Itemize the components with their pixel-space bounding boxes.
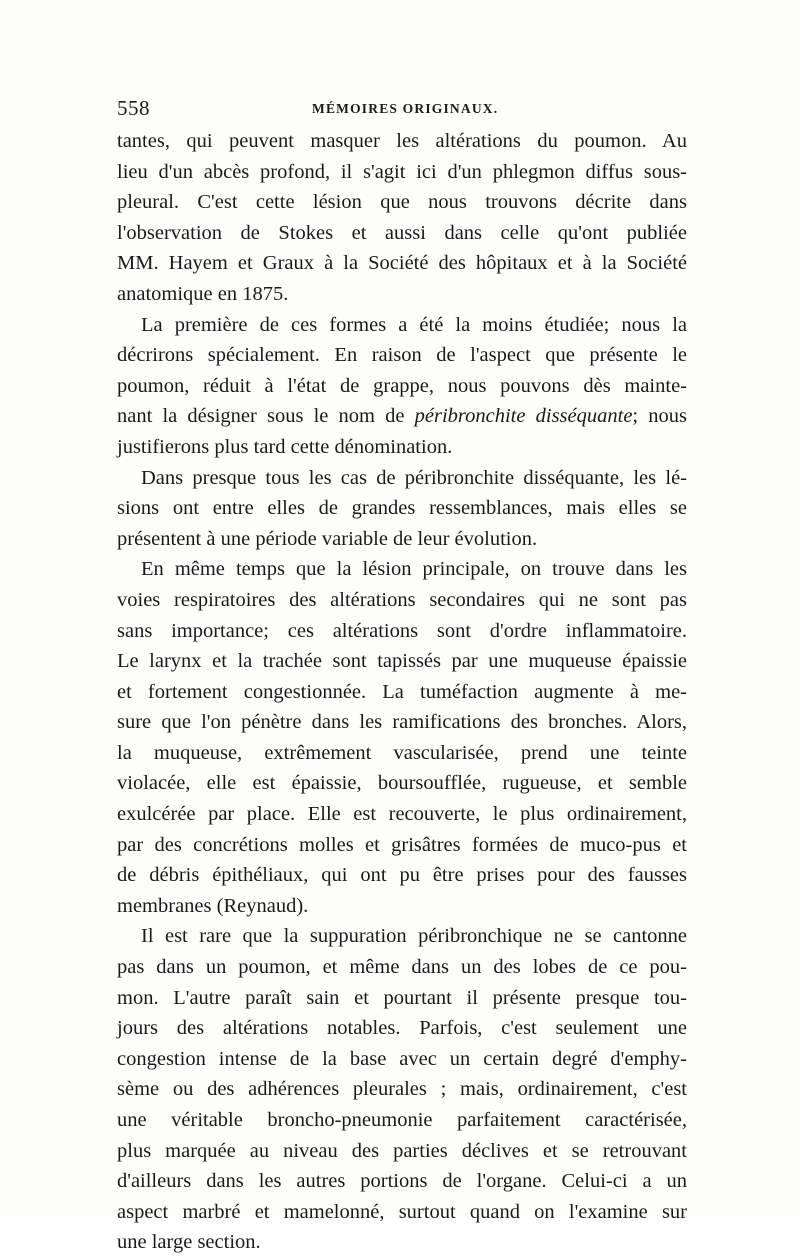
- text-segment: nant la désigner sous le nom de: [117, 405, 415, 428]
- text-line: présentent à une période variable de leur évolution.: [117, 527, 538, 550]
- text-line: sans importance; ces altérations sont d'ordre inflammatoire.: [117, 619, 687, 642]
- text-line: voies respiratoires des altérations secondaires qui ne sont pas: [117, 588, 687, 611]
- text-line: sions ont entre elles de grandes ressemblances, mais elles se: [117, 497, 687, 520]
- page-number: 558: [117, 96, 150, 120]
- text-line: poumon, réduit à l'état de grappe, nous pouvons dès mainte-: [117, 374, 687, 397]
- text-line: La première de ces formes a été la moins étudiée; nous la: [141, 313, 687, 336]
- text-line: Il est rare que la suppuration péribronchique ne se cantonne: [141, 925, 687, 948]
- body-text: [117, 126, 687, 1258]
- text-line: plus marquée au niveau des parties déclives et se retrouvant: [117, 1139, 687, 1162]
- text-line: anatomique en 1875.: [117, 282, 289, 305]
- text-line: justifierons plus tard cette dénomination.: [117, 435, 453, 458]
- page-header: [117, 96, 687, 122]
- text-line: et fortement congestionnée. La tuméfaction augmente à me-: [117, 680, 687, 703]
- text-line: la muqueuse, extrêmement vascularisée, prend une teinte: [117, 741, 687, 764]
- text-line: par des concrétions molles et grisâtres formées de muco-pus et: [117, 833, 687, 856]
- text-line: tantes, qui peuvent masquer les altérations du poumon. Au: [117, 130, 687, 152]
- text-line: Le larynx et la trachée sont tapissés par une muqueuse épaissie: [117, 650, 687, 673]
- text-line: [117, 401, 687, 432]
- text-line: jours des altérations notables. Parfois, c'est seulement une: [117, 1017, 687, 1040]
- text-line: En même temps que la lésion principale, on trouve dans les: [141, 558, 687, 581]
- text-line: sure que l'on pénètre dans les ramifications des bronches. Alors,: [117, 711, 687, 734]
- text-line: violacée, elle est épaissie, boursoufflée, rugueuse, et semble: [117, 772, 687, 795]
- text-segment: ; nous: [632, 405, 687, 428]
- text-line: aspect marbré et mamelonné, surtout quand on l'examine sur: [117, 1200, 687, 1223]
- text-line: pleural. C'est cette lésion que nous trouvons décrite dans: [117, 191, 687, 214]
- text-line: d'ailleurs dans les autres portions de l'organe. Celui-ci a un: [117, 1170, 687, 1193]
- text-line: de débris épithéliaux, qui ont pu être prises pour des fausses: [117, 864, 687, 887]
- text-line: une véritable broncho-pneumonie parfaitement caractérisée,: [117, 1109, 687, 1131]
- text-line: membranes (Reynaud).: [117, 894, 309, 917]
- text-line: Dans presque tous les cas de péribronchite disséquante, les lé-: [141, 466, 687, 489]
- text-line: pas dans un poumon, et même dans un des lobes de ce pou-: [117, 956, 687, 979]
- text-line: MM. Hayem et Graux à la Société des hôpitaux et à la Société: [117, 252, 687, 275]
- text-line: congestion intense de la base avec un certain degré d'emphy-: [117, 1047, 687, 1070]
- text-line: mon. L'autre paraît sain et pourtant il présente presque tou-: [117, 986, 687, 1009]
- italic-term: péribronchite disséquante: [414, 405, 633, 428]
- running-title: MÉMOIRES ORIGINAUX.: [312, 101, 499, 116]
- text-line: lieu d'un abcès profond, il s'agit ici d'un phlegmon diffus sous-: [117, 160, 687, 183]
- text-line: l'observation de Stokes et aussi dans celle qu'ont publiée: [117, 221, 687, 244]
- text-line: sème ou des adhérences pleurales ; mais, ordinairement, c'est: [117, 1078, 687, 1101]
- text-line: décrirons spécialement. En raison de l'aspect que présente le: [117, 344, 687, 367]
- text-line: exulcérée par place. Elle est recouverte, le plus ordinairement,: [117, 803, 687, 826]
- text-line: une large section.: [117, 1231, 261, 1254]
